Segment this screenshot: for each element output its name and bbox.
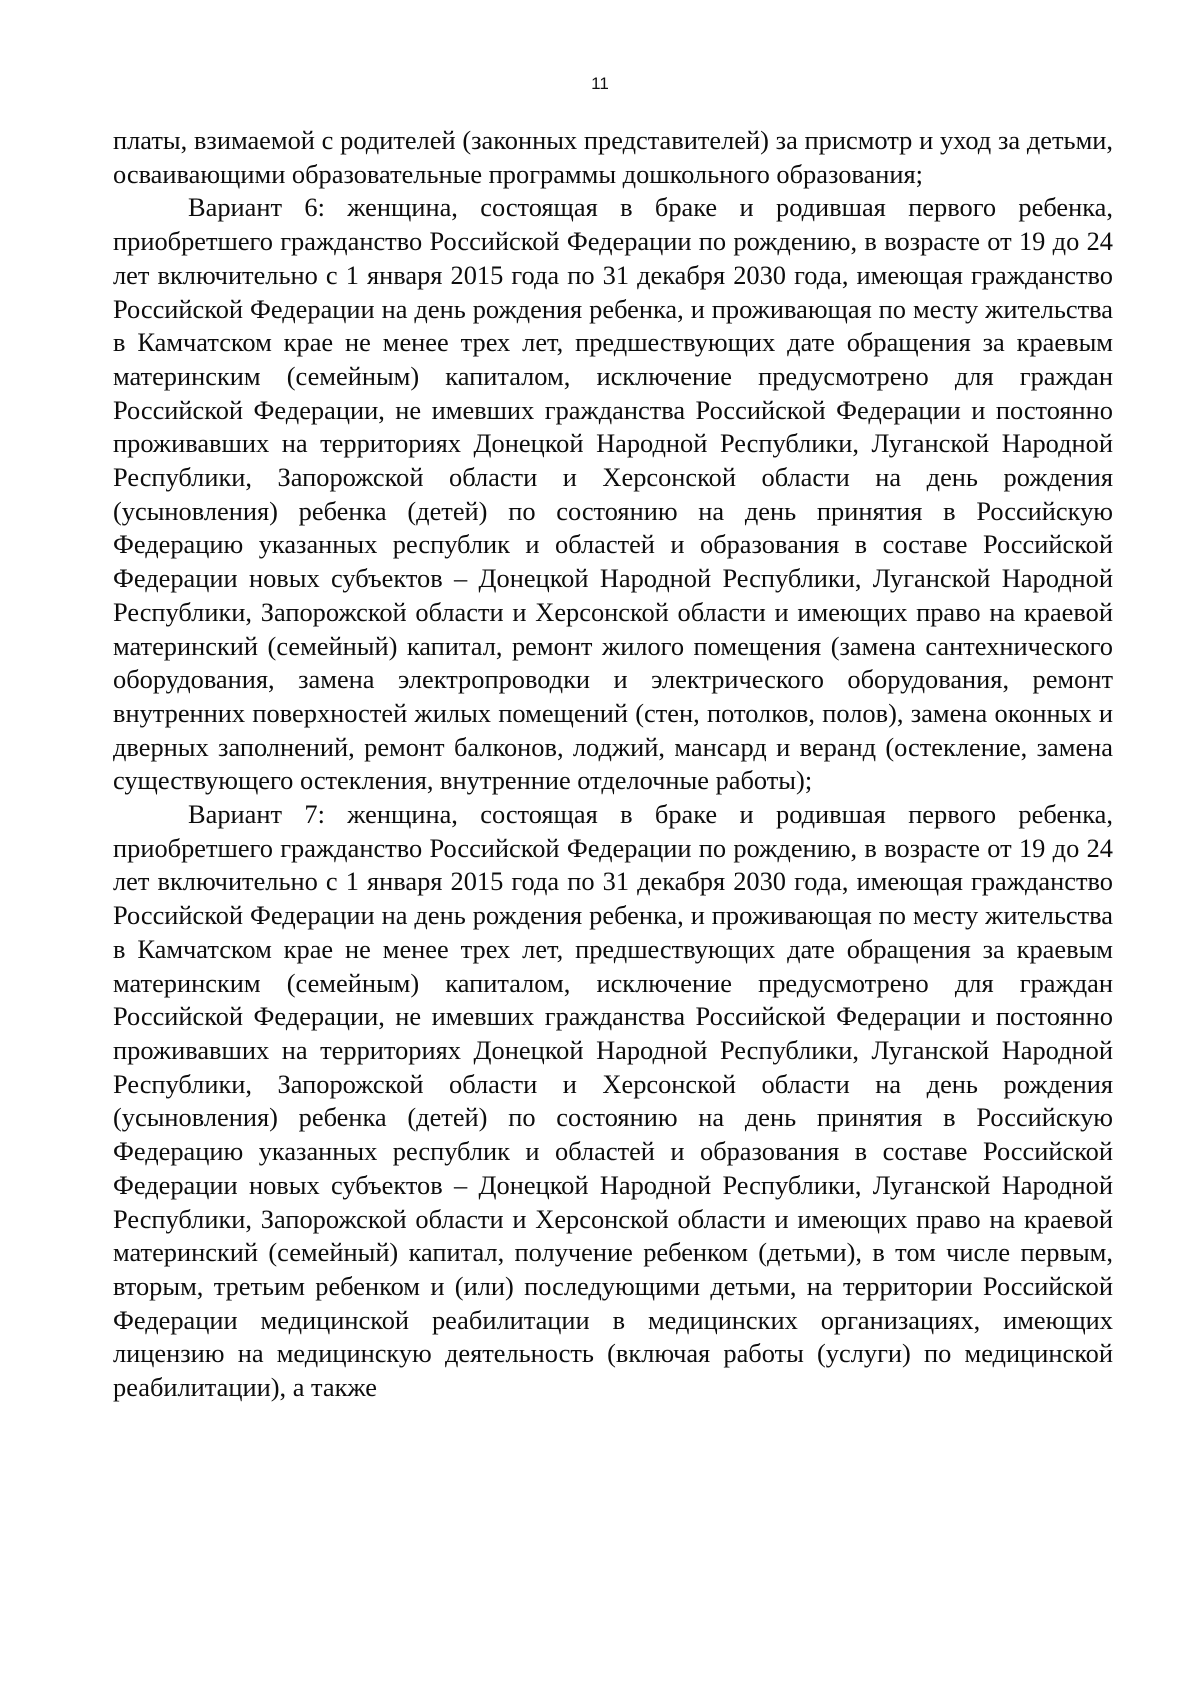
paragraph-variant-7: Вариант 7: женщина, состоящая в браке и родившая первого ребенка, приобретшего гражданство Российской Федерации по рождению, в возрасте от 19 до 24 лет включительно с 1 января 2015 года по 31 декабря 2030 года, имеющая гражданство Российской Федерации на день рождения ребенка, и проживающая по месту жительства в Камчатском крае не менее трех лет, предшествующих дате обращения за краевым материнским (семейным) капиталом, исключение предусмотрено для граждан Российской Федерации, не имевших гражданства Российской Федерации и постоянно проживавших на территориях Донецкой Народной Республики, Луганской Народной Республики, Запорожской области и Херсонской области на день рождения (усыновления) ребенка (детей) по состоянию на день принятия в Российскую Федерацию указанных республик и областей и образования в составе Российской Федерации новых субъектов – Донецкой Народной Республики, Луганской Народной Республики, Запорожской области и Херсонской области и имеющих право на краевой материнский (семейный) капитал, получение ребенком (детьми), в том числе первым, вторым, третьим ребенком и (или) последующими детьми, на территории Российской Федерации медицинской реабилитации в медицинских организациях, имеющих лицензию на медицинскую деятельность (включая работы (услуги) по медицинской реабилитации), а также: [113, 799, 1113, 1403]
paragraph-continuation: платы, взимаемой с родителей (законных представителей) за присмотр и уход за детьми, осваивающими образовательные программы дошкольного образования;: [113, 125, 1113, 189]
paragraph-variant-6: Вариант 6: женщина, состоящая в браке и родившая первого ребенка, приобретшего гражданство Российской Федерации по рождению, в возрасте от 19 до 24 лет включительно с 1 января 2015 года по 31 декабря 2030 года, имеющая гражданство Российской Федерации на день рождения ребенка, и проживающая по месту жительства в Камчатском крае не менее трех лет, предшествующих дате обращения за краевым материнским (семейным) капиталом, исключение предусмотрено для граждан Российской Федерации, не имевших гражданства Российской Федерации и постоянно проживавших на территориях Донецкой Народной Республики, Луганской Народной Республики, Запорожской области и Херсонской области на день рождения (усыновления) ребенка (детей) по состоянию на день принятия в Российскую Федерацию указанных республик и областей и образования в составе Российской Федерации новых субъектов – Донецкой Народной Республики, Луганской Народной Республики, Запорожской области и Херсонской области и имеющих право на краевой материнский (семейный) капитал, ремонт жилого помещения (замена сантехнического оборудования, замена электропроводки и электрического оборудования, ремонт внутренних поверхностей жилых помещений (стен, потолков, полов), замена оконных и дверных заполнений, ремонт балконов, лоджий, мансард и веранд (остекление, замена существующего остекления, внутренние отделочные работы);: [113, 192, 1113, 796]
page-number: 11: [591, 74, 609, 93]
document-body: [113, 124, 1113, 1405]
